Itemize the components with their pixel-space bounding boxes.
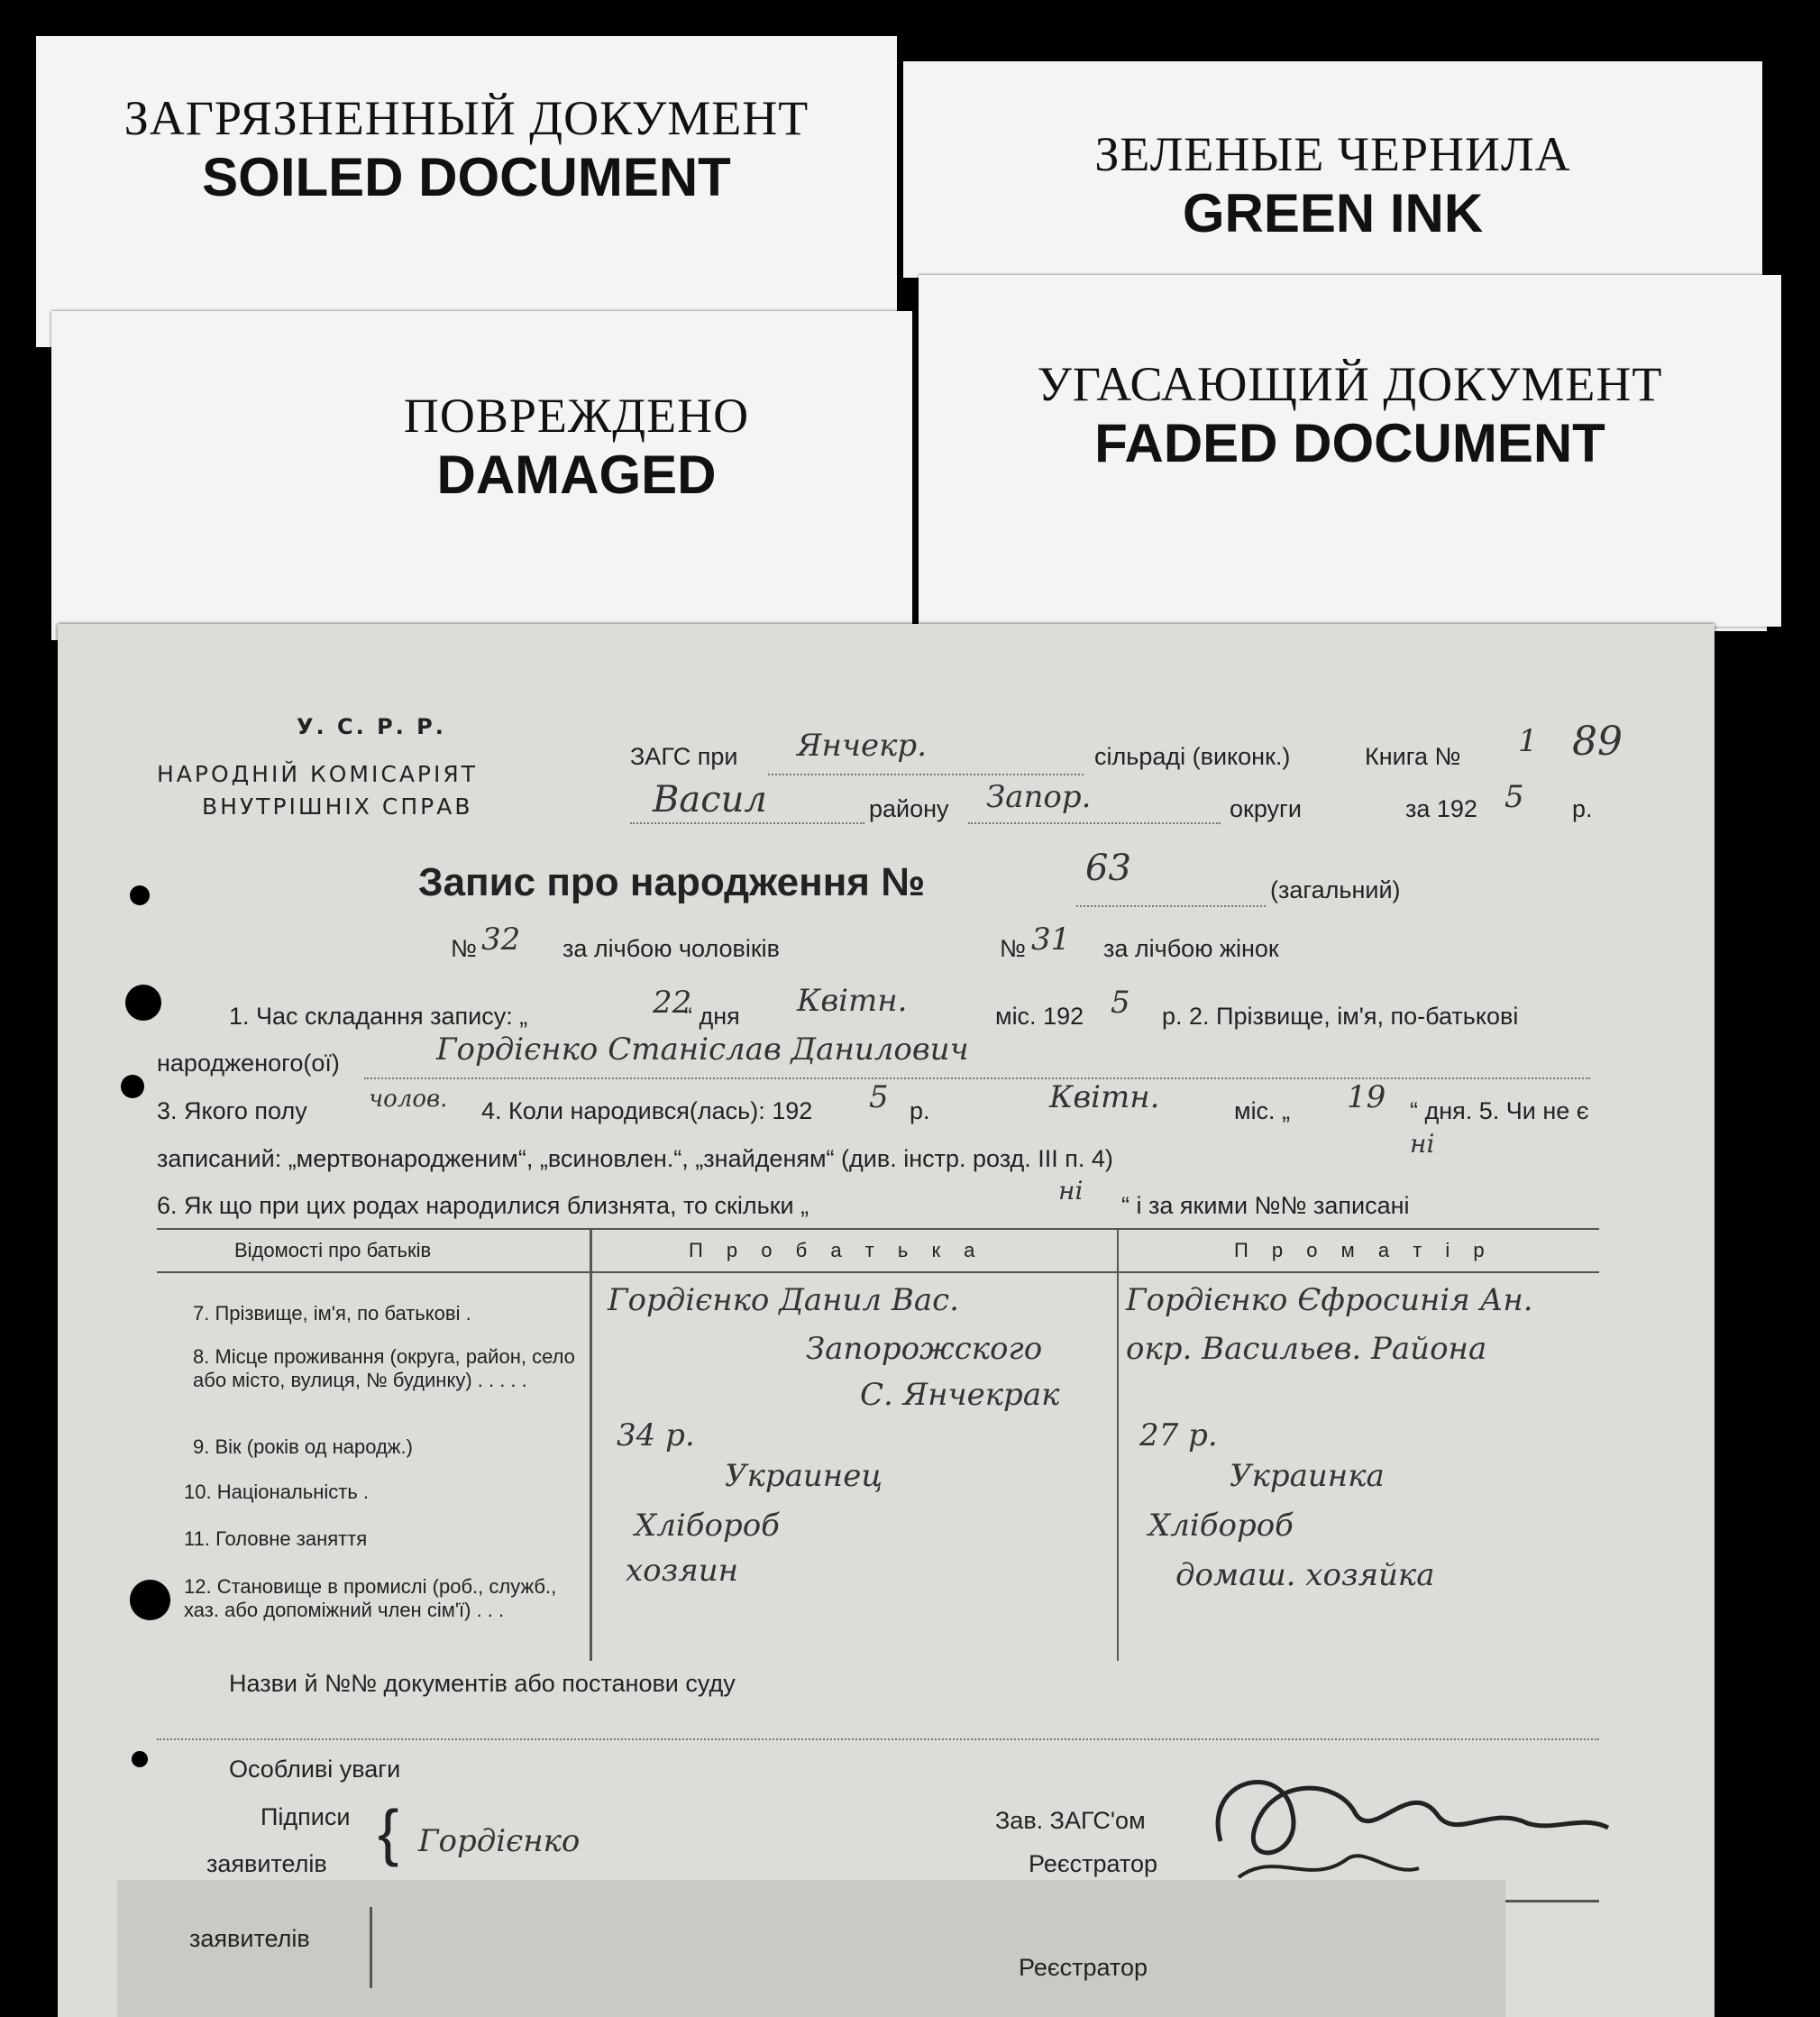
ussr-heading: У. С. Р. Р.	[297, 714, 446, 739]
field-1-month: Квітн.	[797, 983, 908, 1019]
women-label: за лічбою жінок	[1103, 935, 1279, 962]
document-bottom-strip	[117, 1880, 1505, 2017]
punch-hole	[132, 1751, 148, 1767]
bottom-divider	[370, 1907, 372, 1988]
men-label: за лічбою чоловіків	[562, 935, 781, 962]
field-2-heading: р. 2. Прізвище, ім'я, по-батькові	[1162, 1003, 1519, 1030]
documents-line	[157, 1738, 1599, 1740]
okrug-value: Запор.	[986, 779, 1092, 815]
table-row-9-father: 34 р.	[617, 1417, 695, 1453]
punch-hole	[125, 985, 161, 1021]
field-5-label: записаний: „мертвонародженим“, „всиновлен.“, „знайденям“ (див. інстр. розд. III п. 4)	[157, 1145, 1113, 1172]
soiled-label-ru: ЗАГРЯЗНЕННЫЙ ДОКУМЕНТ	[123, 91, 809, 145]
table-row-12-label: 12. Становище в промислі (роб., служб., хаз. або допоміжний член сім'ї) . . .	[184, 1575, 557, 1621]
women-value: 31	[1031, 921, 1071, 958]
table-row-8-extra: С. Янчекрак	[860, 1377, 1060, 1413]
bottom-registrar-label: Реєстратор	[1019, 1954, 1148, 1981]
field-5-value: ні	[1410, 1129, 1435, 1159]
field-4-month-label: міс. „	[1234, 1097, 1291, 1124]
remarks-label: Особливі уваги	[229, 1756, 401, 1783]
zags-prefix: ЗАГС при	[630, 743, 738, 770]
table-row-10-label: 10. Національність .	[184, 1481, 370, 1503]
record-general: (загальний)	[1270, 876, 1401, 903]
table-header-rule	[157, 1271, 1599, 1273]
field-6-suffix: “ і за якими №№ записані	[1121, 1192, 1410, 1219]
table-row-7-mother: Гордієнко Єфросинія Ан.	[1126, 1282, 1533, 1318]
table-row-12-mother: домаш. хозяйка	[1175, 1557, 1435, 1593]
field-4-day: 19	[1347, 1079, 1386, 1115]
soiled-label-en: SOILED DOCUMENT	[202, 147, 731, 207]
applicant-signature: Гордієнко	[418, 1823, 581, 1859]
field-4-month: Квітн.	[1049, 1079, 1160, 1115]
book-value-2: 89	[1572, 719, 1623, 765]
commissariat-line-1: НАРОДНІЙ КОМІСАРІЯТ	[157, 761, 479, 787]
table-row-11-label: 11. Головне заняття	[184, 1527, 368, 1550]
field-4-year: 5	[869, 1079, 889, 1115]
field-5-heading: “ дня. 5. Чи не є	[1410, 1097, 1589, 1124]
field-2-value: Гордієнко Станіслав Данилович	[436, 1031, 969, 1068]
registrar-label: Реєстратор	[1029, 1850, 1158, 1877]
table-col-info: Відомості про батьків	[234, 1239, 432, 1261]
book-label: Книга №	[1365, 743, 1461, 770]
faded-document-label	[919, 275, 1781, 627]
field-4-label: 4. Коли народився(лась): 192	[481, 1097, 813, 1124]
men-value: 32	[481, 921, 521, 958]
table-divider-2	[1117, 1228, 1119, 1661]
damaged-label-ru: ПОВРЕЖДЕНО	[403, 389, 750, 443]
year-value: 5	[1504, 779, 1524, 815]
birth-record-document	[58, 624, 1715, 2017]
record-number-line	[1076, 905, 1266, 907]
village-council-label: сільраді (виконк.)	[1094, 743, 1291, 770]
table-row-9-label: 9. Вік (років од народж.)	[193, 1435, 413, 1458]
field-3-value: чолов.	[369, 1086, 448, 1113]
brace-icon: {	[378, 1797, 399, 1867]
record-number: 63	[1085, 848, 1131, 889]
punch-hole	[121, 1075, 144, 1098]
table-col-father: П р о б а т ь к а	[689, 1239, 984, 1261]
book-value: 1	[1518, 723, 1538, 759]
signatures-label-1: Підписи	[261, 1803, 351, 1830]
zags-value: Янчекр.	[797, 728, 928, 764]
damaged-label	[51, 311, 912, 640]
field-6-label: 6. Як що при цих родах народилися близнята, то скільки „	[157, 1192, 809, 1219]
soiled-document-label	[36, 36, 897, 347]
head-label: Зав. ЗАГС'ом	[995, 1807, 1146, 1834]
faded-label-en: FADED DOCUMENT	[1094, 413, 1605, 473]
okrug-line	[968, 822, 1221, 824]
punch-hole	[130, 1580, 170, 1620]
table-row-12-father: хозяин	[626, 1553, 738, 1589]
field-3-label: 3. Якого полу	[157, 1097, 307, 1124]
table-row-9-mother: 27 р.	[1139, 1417, 1218, 1453]
table-top-rule	[157, 1228, 1599, 1230]
damaged-label-en: DAMAGED	[436, 445, 717, 505]
field-2-label: народженого(ої)	[157, 1050, 340, 1077]
women-prefix: №	[1000, 935, 1026, 962]
table-row-8-father: Запорожского	[806, 1331, 1043, 1367]
year-suffix: р.	[1572, 795, 1593, 822]
field-2-line	[364, 1077, 1590, 1079]
commissariat-line-2: ВНУТРІШНІХ СПРАВ	[202, 793, 473, 820]
table-row-11-father: Хлібороб	[635, 1508, 780, 1544]
documents-label: Назви й №№ документів або постанови суду	[229, 1670, 736, 1697]
field-6-value: ні	[1058, 1176, 1084, 1206]
men-prefix: №	[451, 935, 477, 962]
district-value: Васил	[653, 779, 767, 821]
table-row-8-mother: окр. Васильев. Района	[1126, 1331, 1487, 1367]
field-1-label: 1. Час складання запису: „	[229, 1003, 528, 1030]
field-1-year-label: міс. 192	[995, 1003, 1084, 1030]
table-row-7-label: 7. Прізвище, ім'я, по батькові .	[193, 1302, 471, 1325]
year-prefix: за 192	[1405, 795, 1477, 822]
field-1-day-label: “ дня	[684, 1003, 740, 1030]
green-label-en: GREEN INK	[1182, 183, 1484, 243]
zags-line	[768, 774, 1084, 775]
table-row-8-label: 8. Місце проживання (округа, район, село або місто, вулиця, № будинку) . . . . .	[193, 1345, 575, 1391]
table-row-10-mother: Украинка	[1230, 1458, 1385, 1494]
faded-label-ru: УГАСАЮЩИЙ ДОКУМЕНТ	[1037, 357, 1663, 411]
district-line	[630, 822, 864, 824]
signatures-label-2: заявителів	[206, 1850, 327, 1877]
bottom-applicants-label: заявителів	[189, 1925, 310, 1952]
green-label-ru: ЗЕЛЕНЫЕ ЧЕРНИЛА	[1094, 127, 1571, 181]
field-4-year-suffix: р.	[910, 1097, 930, 1124]
table-row-11-mother: Хлібороб	[1148, 1508, 1294, 1544]
district-label: району	[869, 795, 949, 822]
okrug-label: округи	[1230, 795, 1302, 822]
table-col-mother: П р о м а т і р	[1234, 1239, 1494, 1261]
green-ink-label	[903, 61, 1762, 278]
table-row-7-father: Гордієнко Данил Вас.	[608, 1282, 959, 1318]
punch-hole	[130, 885, 150, 905]
table-row-10-father: Украинец	[725, 1458, 883, 1494]
field-1-day: 22	[653, 985, 692, 1021]
table-divider-1	[590, 1228, 592, 1661]
record-title: Запис про народження №	[418, 860, 926, 904]
field-1-year: 5	[1111, 985, 1130, 1021]
